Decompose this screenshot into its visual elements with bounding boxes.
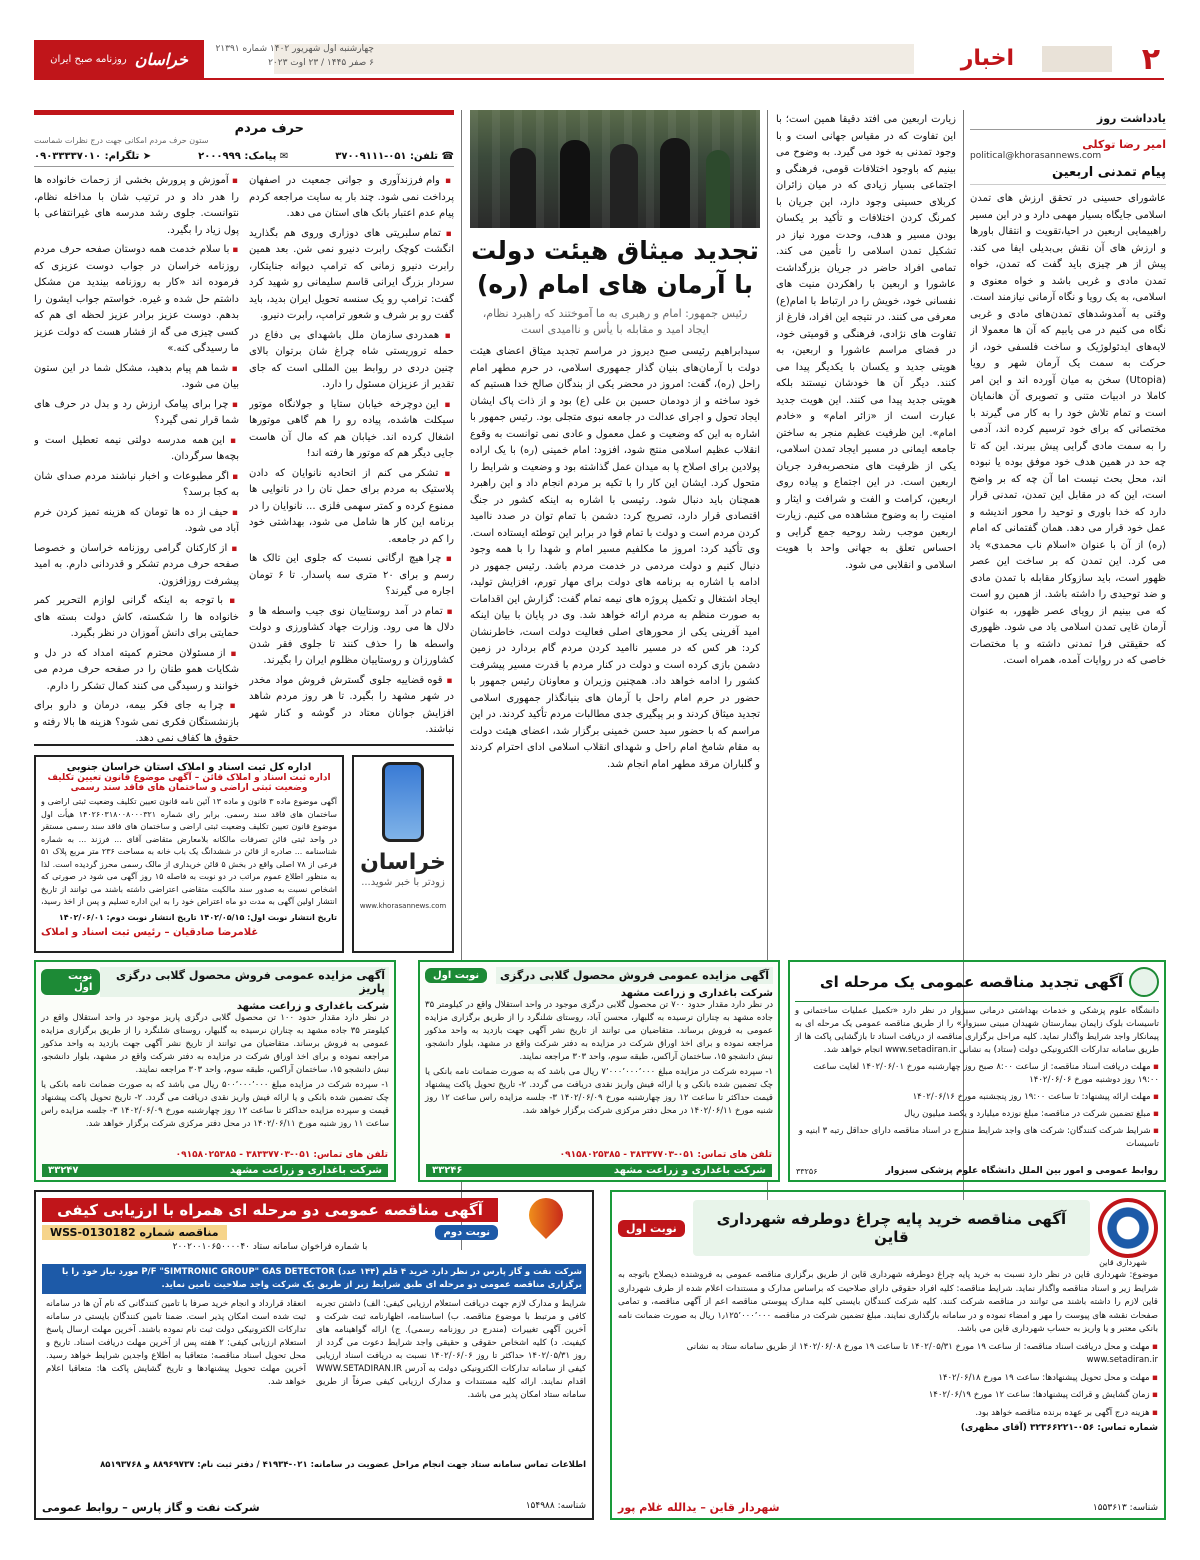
qaen-items (618, 1340, 1158, 1421)
tender-footer: روابط عمومی و امور بین الملل دانشگاه علوم پزشکی سبزوار (885, 1166, 1158, 1176)
memo-body: عاشورای حسینی در تحقق ارزش های تمدن اسلامی جایگاه بسیار مهمی دارد و در این مسیر راهبیمایی اربعین در احیا،تقویت و انتقال باورها و ارزش های آن نقش بی‌بدیلی ایفا می کند. پیش از هر چیزی باید گفت که تمدن، خواه تمدن مادی و غربی باشد و خواه معنوی و اسلامی، به یک رویا و نگاه آرمانی نیازمند است. وقتی به آمدوشدهای تمدن‌های مادی و غربی نگاه می کنیم در می یابیم که آن ها معمولا از لایه‌های ایدئولوژیک و ساخت فلسفی خود، از حرکت به سمت یک آرمان شهر و رویا (Utopia) سخن به میان آورده اند و این امر کاملا در ادبیات متنی و تصویری آن هانمایان است و تمام تلاش خود را به کار می گیرند با مختصاتی که برای خود ترسیم کرده اند، آدمی را به سمت مادی گرایی پیش ببرند. این که تا چه حد در همین هدف خود موفق بوده یا نبوده اند، محل بحث نیست اما آن چه که بر واضح است، این که در مقابل این تمدن، تمدنی قرار دارد که خدا باوری و توحید را محور اندیشه و عمل خود قرار می دهد. همان گفتمانی که امام (ره) از آن با عنوان «اسلام ناب محمدی» یاد می کرد. این تمدن که بر ساخت این عصر ظهور است، باید سازوکار مقابله با تمدن مادی و ضد توحیدی را داشته باشد. از همین رو است که می بینیم از رویای عصر ظهور، به عنوان آرمان غایی تمدن اسلامی یاد می شود. ظهوری که حقیقتی فرا تمدنی داشته و با مختصات خاصی که در روایات آمده، همراه است. (970, 193, 1166, 666)
qaen-sign: شهردار قاین – یدالله غلام پور (618, 1501, 780, 1514)
qaen-body: موضوع: شهرداری قاین در نظر دارد نسبت به خرید پایه چراغ دوطرفه شهرداری قاین از طریق برگزاری مناقصه عمومی به فروشنده ذیصلاح باتوجه به شرایط زیر و اسناد مناقصه واگذار نماید. شرایط مناقصه: کلیه افراد حقوقی دارای صلاحیت که براساس مدارک و مستندات اعلام شده از طرف شهرداری قاین لازم را داشته باشند می توانند در مناقصه شرکت کنند. کلیه شرکت کنندگان بایستی کلیه مدارک پیوستی مناقصه اعم از آگهی مناقصه، و تمامی صفحات نقشه های پیوست را مهر و امضاء نموده و در سامانه بارگذاری نمایند. مبلغ تضمین شرکت در مناقصه ۱٫۱۲۵٬۰۰۰٬۰۰۰ ریال به صورت ضمانت نامه بانکی معتبر و یا واریز به حساب شهرداری قاین می باشد. (618, 1270, 1158, 1334)
list-item: ◾ از مسئولان محترم کمیته امداد که در دل و شکایات همو طنان را در صفحه حرف مردم می خوانند و رسیدگی می کنند کمال تشکر را دارم. (34, 646, 239, 696)
list-item: ◾ این دوچرخه‌ خیابان ستایا و جولانگاه موتور سیکلت هاشده، پیاده رو را هم گاهی موتورها اشغال کرده اند. خیابان هم که مال آن هاست جایی دیگر هم که موتور ها رفته اند! (249, 397, 454, 463)
gas-code: شناسه: ۱۵۴۹۸۸ (525, 1501, 586, 1511)
list-item: ◾ اگر مطبوعات و اخبار نباشند مردم صدای شان به کجا برسد؟ (34, 469, 239, 502)
app-tagline: زودتر با خبر شوید... (361, 877, 445, 888)
auction1-footer: شرکت باغداری و زراعت مشهد ۳۳۲۴۷ (42, 1164, 388, 1177)
list-item: ◾ تمام در آمد روستاییان نوی جیب واسطه ها و دلال ها می رود. وزارت جهاد کشاورزی و دولت واسطه ها را حذف کنند تا جلوی فقر شدن کشاورزان و روستاییان مظلوم ایران را بگیرند. (249, 604, 454, 670)
auction1-body: در نظر دارد مقدار حدود ۱۰۰ تن محصول گلابی درگزی پاریز موجود در واحد استقلال واقع در کیلومتر ۳۵ جاده مشهد به چناران نرسیده به گلبهار، روستای شلنگرد را از طریق برگزاری مزایده عمومی به فروش برساند. متقاضیان می توانند از تاریخ نشر آگهی جهت بازدید به واحد مذکور مراجعه نموده و برای اخذ اوراق شرکت در مزایده به دفتر شرکت واقع در مشهد، بلوار دانشجو، نبش دانشجو ۱۵، ساختمان آراکس، طبقه سوم، واحد ۳۰۳ مراجعه نمایند. (41, 1013, 390, 1075)
auction2-footer: شرکت باغداری و زراعت مشهد ۳۳۲۴۶ (426, 1164, 772, 1177)
tender-body: دانشگاه علوم پزشکی و خدمات بهداشتی درمانی سبزوار در نظر دارد «تکمیل عملیات ساختمانی و تاسیسات بلوک زایمان بیمارستان شهیدان مبینی سبزوار» را از طریق مناقصه عمومی یک مرحله ای به پیمانکار واجد شرایط واگذار نماید. کلیه مراحل برگزاری مناقصه از دریافت اسناد تا بازگشایی پاکت ها از طریق سامانه تدارکات الکترونیکی دولت (ستاد) به نشانی www.setadiran.ir انجام خواهد شد. (795, 1006, 1159, 1055)
lead-headline: تجدید میثاق هیئت دولت با آرمان های امام (ره) (471, 236, 759, 299)
list-item: ◾ از کارکنان گرامی روزنامه خراسان و خصوصا صفحه حرف مردم تشکر و قدردانی دارم. به امید پیشرفت روزافزون. (34, 541, 239, 591)
gas-title: آگهی مناقصه عمومی دو مرحله ای همراه با ارزیابی کیفی (42, 1198, 498, 1222)
list-item: ◾ مهلت و محل تحویل پیشنهادها: ساعت ۱۹ مورخ ۱۴۰۲/۰۶/۱۸ (618, 1371, 1158, 1386)
list-item: ◾ وام فرزندآوری و جوانی جمعیت در اصفهان پرداخت نمی شود. چند بار به سایت مراجعه کردم پیام عدم اعتبار بانک های استان می دهد. (249, 173, 454, 223)
gas-ad (34, 1190, 594, 1520)
people-col-left (34, 173, 239, 743)
newspaper-logo[interactable] (34, 40, 204, 78)
land-body: آگهی موضوع ماده ۳ قانون و ماده ۱۳ آئین نامه قانون تعیین تکلیف وضعیت ثبتی اراضی و ساختمان های فاقد سند رسمی. برابر رای شماره ۱۴۰۲۶۰۳۱۸۰۰۸۰۰۰۳۲۱ هیأت اول موضوع قانون تعیین تکلیف وضعیت ثبتی اراضی و ساختمان های فاقد سند رسمی مستقر در واحد ثبتی قائن تصرفات مالکانه بلامعارض متقاضی آقای ... فرزند ... به شماره شناسنامه ... صادره از قائن در ششدانگ یک باب خانه به مساحت ۲۳۶ متر مربع پلاک ۵۱ فرعی از ۷۸ اصلی واقع در بخش ۵ قائن خریداری از مالک رسمی محرز گردیده است. لذا به منظور اطلاع عموم مراتب در دو نوبت به فاصله ۱۵ روز آگهی می شود در صورتی که اشخاص نسبت به صدور سند مالکیت متقاضی اعتراضی داشته باشند می توانند از تاریخ انتشار اولین آگهی به مدت دو ماه اعتراض خود را به این اداره تسلیم و پس از اخذ رسید، (41, 797, 337, 906)
list-item: ◾ حیف از ده ها تومان که هزینه تمیز کردن خرم آباد می شود. (34, 505, 239, 538)
app-name: خراسان (360, 850, 446, 875)
auction1-title: آگهی مزایده عمومی فروش محصول گلابی درگزی پاریز (100, 967, 389, 997)
list-item: ◾ هزینه درج آگهی بر عهده برنده مناقصه خواهد بود. (618, 1406, 1158, 1421)
section-rule (34, 744, 454, 746)
land-sign: غلامرضا صادقیان – رئیس ثبت اسناد و املاک (41, 927, 259, 938)
tender-ad (788, 960, 1166, 1182)
people-title: حرف مردم (234, 121, 304, 136)
gas-number: WSS-0130182 (50, 1226, 136, 1239)
lead-subtitle: رئیس جمهور: امام و رهبری به ما آموختند که راهبرد نظام، ایجاد امید و مقابله با یأس و ناامیدی است (482, 307, 748, 336)
list-item: ◾ مهلت ارائه پیشنهاد: تا ساعت ۱۹:۰۰ روز پنجشنبه مورخ ۱۴۰۲/۰۶/۱۶ (795, 1090, 1159, 1104)
qaen-code: شناسه: ۱۵۵۳۶۱۳ (1092, 1502, 1158, 1513)
masthead (34, 40, 1164, 80)
list-item: ◾ مهلت و محل دریافت اسناد مناقصه: از ساعت ۱۹ مورخ ۱۴۰۲/۰۵/۳۱ تا ساعت ۱۹ مورخ ۱۴۰۲/۰۶/۰۸ از طریق سامانه ستاد به نشانی www.setadiran.ir (618, 1340, 1158, 1368)
auction-ad-2 (418, 960, 780, 1182)
list-item (249, 742, 454, 744)
app-ad[interactable] (352, 755, 454, 953)
gas-subject: شرکت نفت و گاز پارس در نظر دارد خرید ۴ قلم (۱۴۴ عدد) P/F "SIMTRONIC GROUP" GAS DETECTOR مورد نیاز خود را با برگزاری مناقصه عمومی دو مرحله ای طبق شرایط زیر از طریق یک شرکت واجد صلاحیت تامین نماید. (42, 1264, 586, 1294)
issue-date: چهارشنبه اول شهریور ۱۴۰۲ شماره ۲۱۳۹۱ ۶ صفر ۱۴۴۵ / ۲۳ اوت ۲۰۲۳ (215, 44, 374, 68)
memo-author: امیر رضا توکلی (1082, 138, 1166, 151)
tender-items (795, 1060, 1159, 1151)
people-subtitle: ستون حرف مردم امکانی جهت درج نظرات شماست (34, 136, 209, 145)
list-item: ◾ تمام سلبریتی های دوزاری وروی هم بگذارید انگشت کوچک رابرت دنیرو نمی شن. بعد همین رابرت دنیرو زمانی که ترامپ دیوانه جنایتکار، سردار بزرگ ایرانی قاسم سلیمانی رو شهید کرد گفت: ترامپ رو یک سنسه تحویل ایران بدید، باید گفت رو بر شرف و شعور ترامپ، رابرت دنیرو. (249, 226, 454, 325)
list-item: ◾ شما هم پیام بدهید، مشکل شما در این ستون بیان می شود. (34, 361, 239, 394)
qaen-title: آگهی مناقصه خرید پایه چراغ دوطرفه شهرداری قاین (693, 1200, 1090, 1256)
gas-stage: نوبت دوم (435, 1225, 498, 1240)
auction1-phone[interactable]: تلفن های تماس: ۰۵۱-۳۸۳۳۷۷۰۳ - ۰۹۱۵۸۰۲۵۳۸۵ (175, 1150, 388, 1160)
memo-body-continued: زیارت اربعین می افتد دقیقا همین است؛ با این تفاوت که در مقیاس جهانی است و با وجود تمدنی به خود می گیرد. به وضوح می بینیم که باوجود اختلافات قومی، فرهنگی و اجتماعی بسیار زیادی که در میان زائران کربلای حسینی وجود دارد، این جریان با کمرنگ کردن اختلافات و تأکید بر یکسان بودن مسیر و هدف، وحدت مورد نیاز در تشکیل تمدن اسلامی را تأمین می کند. تمامی افراد حاضر در جریان بزرگداشت عاشورا و اربعین با راهکردن منیت های نفسانی خود، خویش را در ارتباط با امام(ع) معرفی می کنند. در نتیجه این افراد، فارغ از تفاوت های نژادی، فرهنگی و قومیتی خود، در فضای مراسم عاشورا و اربعین، به هویتی جدید و یکسان با یکدیگر پیدا می کنند. دیگر آن ها خودشان نیستند بلکه هویتی جدید پیدا می کنند. این هویت جدید عبارت است از «زائر امام» و «خادم امام». این ظرفیت عظیم منجر به ساختن جامعه ایمانی در مسیر ایجاد تمدن اسلامی، یکی از ظرفیت های منحصربه‌فرد جریان اربعین است. در این اجتماع و پیاده روی اربعین، کرامت و الفت و شرافت و ایثار و امنیت را به وضوح مشاهده می کنیم. زیارت اربعین موجب رشد روحیه جمع گرایی و احساس تعلق به جهانی واحد با هویت اسلامی و انقلابی می شود. (776, 114, 956, 571)
list-item: ◾ چرا هیچ ارگانی نسبت که جلوی این تالک ها رسم و برای ۲۰ متری سه پاسدار. تا ۶ تومان اجاره می گیرند؟ (249, 551, 454, 601)
list-item: ◾ تشکر می کنم از اتحادیه نانوایان که دادن پلاستیک به مردم برای حمل نان را در نانوایی ها ممنوع کرده و کمتر سهمی فلزی ... نانوایان را در برنامه این کار ها شامل می شود، بهداشتی خود را کم در جامعه. (249, 466, 454, 549)
sms-line[interactable]: ✉ پیامک: ۲۰۰۰۹۹۹ (198, 151, 289, 162)
page-number: ۲ (1141, 42, 1160, 77)
oil-company-logo (506, 1198, 586, 1260)
telegram-line[interactable]: ➤ تلگرام: ۰۹۰۳۳۳۳۷۰۱۰ (34, 151, 152, 162)
gas-setad: با شماره فراخوان سامانه ستاد ۲۰۰۲۰۰۱۰۶۵۰۰۰۰۴۰ (172, 1242, 368, 1252)
list-item: ◾ شرایط شرکت کنندگان: شرکت های واجد شرایط مندرج در اسناد مناقصه دارای حداقل رتبه ۳ ابنیه و تاسیسات (795, 1124, 1159, 1151)
auction2-stage: نوبت اول (425, 968, 487, 983)
land-title: اداره کل ثبت اسناد و املاک استان خراسان جنوبی (66, 762, 312, 773)
auction1-points: ۱- سپرده شرکت در مزایده مبلغ ۵۰۰٬۰۰۰٬۰۰۰ ریال می باشد که به صورت ضمانت نامه بانکی یا چک تضمین شده بانکی و یا ارائه فیش واریز نقدی دریافت می گردد. ۲- تاریخ تحویل پاکت پیشنهاد قیمت و سپرده مزایده حداکثر تا ساعت ۱۲ روز چهارشنبه مورخ ۱۴۰۲/۰۶/۰۹ ۳- جلسه مزایده راس ساعت ۱۱ روز شنبه مورخ ۱۴۰۲/۰۶/۱۱ در محل دفتر مرکزی شرکت برگزار خواهد شد. (41, 1080, 389, 1129)
gas-sign: شرکت نفت و گاز پارس – روابط عمومی (42, 1501, 260, 1514)
memo-title: پیام تمدنی اربعین (970, 165, 1166, 185)
list-item: ◾ این همه مدرسه دولتی نیمه تعطیل است و بچه‌ها سرگردان. (34, 433, 239, 466)
logo-sub: روزنامه صبح ایران (50, 53, 127, 65)
qaen-ad (610, 1190, 1166, 1520)
auction1-org: شرکت باغداری و زراعت مشهد (236, 1001, 389, 1012)
land-dates: تاریخ انتشار نوبت اول: ۱۴۰۲/۰۵/۱۵ تاریخ انتشار نوبت دوم: ۱۴۰۲/۰۶/۰۱ (58, 913, 337, 922)
phone-mockup (382, 762, 424, 842)
auction1-stage: نوبت اول (41, 969, 100, 995)
qaen-footer (618, 1501, 1158, 1514)
list-item: ◾ قوه قضاییه جلوی گسترش فروش مواد مخدر در شهر مشهد را بگیرد. تا هر روز مردم شاهد افزایش جوانان معتاد در گوشه و کنار شهر نباشند. (249, 673, 454, 739)
qaen-logo-icon (1098, 1198, 1158, 1258)
section-title: اخبار (960, 46, 1014, 71)
qaen-logo-label: شهرداری قاین (1099, 1258, 1147, 1267)
people-col-right (249, 173, 454, 743)
app-url[interactable]: www.khorasannews.com (359, 902, 447, 910)
auction2-body: در نظر دارد مقدار حدود ۷۰۰ تن محصول گلابی درگزی موجود در واحد استقلال واقع در کیلومتر ۳۵ جاده مشهد به چناران نرسیده به گلبهار، محسن آباد، روستای شلنگرد را از طریق برگزاری مزایده عمومی به فروش برساند. متقاضیان می توانند از تاریخ نشر آگهی جهت بازدید به واحد مذکور مراجعه نموده و برای اخذ اوراق شرکت در مزایده به دفتر شرکت واقع در مشهد، بلوار دانشجو، نبش دانشجو ۱۵، ساختمان آراکس، طبقه سوم، واحد ۳۰۳ مراجعه نمایند. (425, 1000, 773, 1062)
list-item: ◾ چرا به جای فکر بیمه، درمان و دارو برای بازنشستگان فکری نمی شود؟ هزینه ها بالا رفته و حقوق ها کفاف نمی دهد. (34, 698, 239, 743)
auction2-org: شرکت باغداری و زراعت مشهد (620, 988, 773, 999)
land-subtitle: اداره ثبت اسناد و املاک قائن – آگهی موضوع قانون تعیین تکلیف وضعیت ثبتی اراضی و ساختمان های فاقد سند رسمی (47, 773, 331, 793)
lead-body: سیدابراهیم رئیسی صبح دیروز در مراسم تجدید میثاق اعضای هیئت دولت با آرمان‌های بنیان گذار جمهوری اسلامی، در حرم مطهر امام راحل (ره)، گفت: امروز در محضر یکی از بندگان صالح خدا هستیم که خود ساخته و از دودمان حسین بن علی (ع) بود و از ذات پاک ایشان ایجاد تحول و اجرای عدالت در جامعه نبوی متجلی بود. رئیس جمهور با اشاره به این که وضعیت و عمل معمول و عادی نمی توانست به وقوع انقلاب عظیم اسلامی منتج شود، افزود: امام خمینی (ره) با یک اراده پولادین برای اصلاح پا به میدان عمل گذاشته بود و وضعیت و شرایط را متحول کرد. ایشان این کار را با تکیه بر مردم انجام داد و این راهبرد همچنان باید دنبال شود. رئیسی با اشاره به اینکه کشور در جنگ اقتصادی قرار دارد، تصریح کرد: دشمن با تمام توان در صدد ناامید کردن مردم است و دولت با تمام قوا در برابر این توطئه ایستاده است. وی تأکید کرد: امروز ما مکلفیم مسیر امام و شهدا را با همه وجود دنبال کنیم و دولت مردمی در خدمت مردم باشد. رئیس جمهور در ادامه با اشاره به برنامه های دولت برای مهار تورم، افزایش تولید، ایجاد اشتغال و تکمیل پروژه های نیمه تمام گفت: گزارش این اقدامات به صورت منظم به مردم ارائه خواهد شد. وی در پایان با بیان اینکه امید آفرینی یکی از محورهای اصلی فعالیت دولت است، خاطرنشان کرد: هر کس که در مسیر ناامید کردن مردم گام بردارد در زمین دشمن بازی کرده است و دولت در کنار مردم با قدرت مسیر پیشرفت کشور را ادامه خواهد داد. همچنین وزیران و معاونان رئیس جمهور با حضور در حرم امام راحل با آرمان های بنیانگذار جمهوری اسلامی تجدید میثاق کردند و بر پیگیری جدی مطالبات مردم تأکید کردند. در این مراسم که با حضور سید حسن خمینی برگزار شد، اعضای هیئت دولت به مقام شامخ امام راحل و شهدای انقلاب اسلامی ادای احترام کردند و گلباران مرقد مطهر امام انجام شد. (470, 346, 760, 770)
auction-ad-1 (34, 960, 396, 1182)
auction2-points: ۱- سپرده شرکت در مزایده مبلغ ۷٬۰۰۰٬۰۰۰٬۰۰۰ ریال می باشد که به صورت ضمانت نامه بانکی یا چک تضمین شده بانکی و یا ارائه فیش واریز نقدی دریافت می گردد. ۲- تاریخ تحویل پاکت پیشنهاد قیمت حداکثر تا ساعت ۱۲ روز چهارشنبه مورخ ۱۴۰۲/۰۶/۰۹ ۳- جلسه مزایده راس ساعت ۱۲ روز شنبه مورخ ۱۴۰۲/۰۶/۱۱ در محل دفتر مرکزی شرکت برگزار خواهد شد. (425, 1067, 773, 1116)
qaen-phone[interactable]: شماره تماس: ۰۵۶-۳۲۳۶۶۲۲۱ (آقای مظهری) (960, 1423, 1158, 1433)
people-section (34, 110, 454, 743)
qaen-stage: نوبت اول (618, 1220, 685, 1237)
list-item: ◾ با سلام خدمت همه دوستان صفحه حرف مردم روزنامه خراسان در جواب دوست عزیزی که فرموده اند «کار به روزنامه بیندید من مشکل داشتم حل شده و غیره. خواستم جواب ایشون را بدهم. دوست عزیز برادر عزیز لحظه ای هم که کسی چیزی می گه از فشار هست که دولت عزیز ما رسیدگی کنه.» (34, 242, 239, 358)
list-item: ◾ آموزش و پرورش بخشی از زحمات خانواده ها را هدر داد و در ترتیب شان با مداخله نظام، نتوانست. جلوی رشد مدرسه های غیرانتفاعی با پول زیاد را بگیرد. (34, 173, 239, 239)
section-tab (1042, 46, 1112, 72)
contact-bar (34, 151, 454, 167)
gas-col-right: شرایط و مدارک لازم جهت دریافت استعلام ارزیابی کیفی: الف) داشتن تجربه کافی و مرتبط با موضوع مناقصه. ب) اساسنامه، اظهارنامه ثبت شرکت و آخرین آگهی تغییرات (مندرج در روزنامه رسمی). ج) ارائه گواهینامه های کیفیت. د) کلیه اشخاص حقوقی و حقیقی واجد شرایط دعوت می گردد از روز ۱۴۰۲/۰۵/۳۱ حداکثر تا روز ۱۴۰۲/۰۶/۰۶ نسبت به دریافت اسناد ارزیابی کیفی از سامانه تدارکات الکترونیکی دولت به آدرس WWW.SETADIRAN.IR اقدام نمایند. ارائه کلیه مستندات و مدارک ارزیابی کیفی صرفاً از طریق سامانه ستاد امکان پذیر می باشد. (316, 1299, 586, 1400)
gas-col-left: انعقاد قرارداد و انجام خرید صرفا با تامین کنندگانی که نام آن ها در سامانه ثبت شده است امکان پذیر است. ضمنا تامین کنندگان بایستی در سامانه تدارکات الکترونیکی دولت ثبت نام نموده باشند. آخرین مهلت ارسال پاسخ استعلام ارزیابی کیفی: ۲ هفته پس از آخرین مهلت دریافت اسناد. تاریخ و محل تحویل اسناد مناقصه: متعاقبا به اطلاع واجدین شرایط خواهد رسید. آخرین مهلت تحویل پیشنهادها و تاریخ گشایش پاکت ها: متعاقبا اعلام خواهد شد. (46, 1299, 306, 1387)
gas-footer (42, 1501, 586, 1514)
list-item: ◾ همدردی سازمان ملل باشهدای بی دفاع در حمله تروریستی شاه چراغ شان برتوان بالای چنین دردی در روابط بین المللی است که جای تقدیر از عزیزان مسئول را دارد. (249, 328, 454, 394)
university-logo-icon (1129, 967, 1159, 997)
list-item: ◾ مهلت دریافت اسناد مناقصه: از ساعت ۸:۰۰ صبح روز چهارشنبه مورخ ۱۴۰۲/۰۶/۰۱ لغایت ساعت ۱۹:۰۰ روز دوشنبه مورخ ۱۴۰۲/۰۶/۰۶ (795, 1060, 1159, 1087)
phone-line[interactable]: ☎ تلفن: ۰۵۱-۳۷۰۰۹۱۱۱ (335, 151, 454, 162)
auction2-phone[interactable]: تلفن های تماس: ۰۵۱-۳۸۳۳۷۷۰۳ - ۰۹۱۵۸۰۲۵۳۸۵ (559, 1150, 772, 1160)
memo-email: political@khorasannews.com (970, 151, 1102, 161)
logo-text: خراسان (134, 49, 188, 69)
lead-photo[interactable] (470, 110, 760, 228)
list-item: ◾ مبلغ تضمین شرکت در مناقصه: مبلغ نوزده میلیارد و یکصد میلیون ریال (795, 1107, 1159, 1121)
tender-title: آگهی تجدید مناقصه عمومی یک مرحله ای (819, 973, 1123, 991)
list-item: ◾ با توجه به اینکه گرانی لوازم التحریر کمر خانواده ها را شکسته، کاش دولت بسته های حمایتی برای دانش آموزان در نظر بگیرد. (34, 593, 239, 643)
gas-number-label: مناقصه شماره (139, 1226, 219, 1239)
tender-code: ۳۳۲۵۶ (796, 1167, 818, 1176)
flame-icon (522, 1191, 570, 1239)
auction2-title: آگهی مزایده عمومی فروش محصول گلابی درگزی (496, 967, 773, 984)
memo-kicker: یادداشت روز (970, 112, 1166, 130)
list-item: ◾ چرا برای پیامک ارزش رد و بدل در حرف های شما قرار نمی گیرد؟ (34, 397, 239, 430)
land-registry-ad (34, 755, 344, 953)
gas-contacts: اطلاعات تماس سامانه ستاد جهت انجام مراحل عضویت در سامانه: ۰۲۱-۴۱۹۳۴ / دفتر ثبت نام: ۸۸۹۶۹۷۳۷ و ۸۵۱۹۳۷۶۸ (100, 1460, 586, 1470)
list-item: ◾ زمان گشایش و قرائت پیشنهادها: ساعت ۱۲ مورخ ۱۴۰۲/۰۶/۱۹ (618, 1388, 1158, 1403)
